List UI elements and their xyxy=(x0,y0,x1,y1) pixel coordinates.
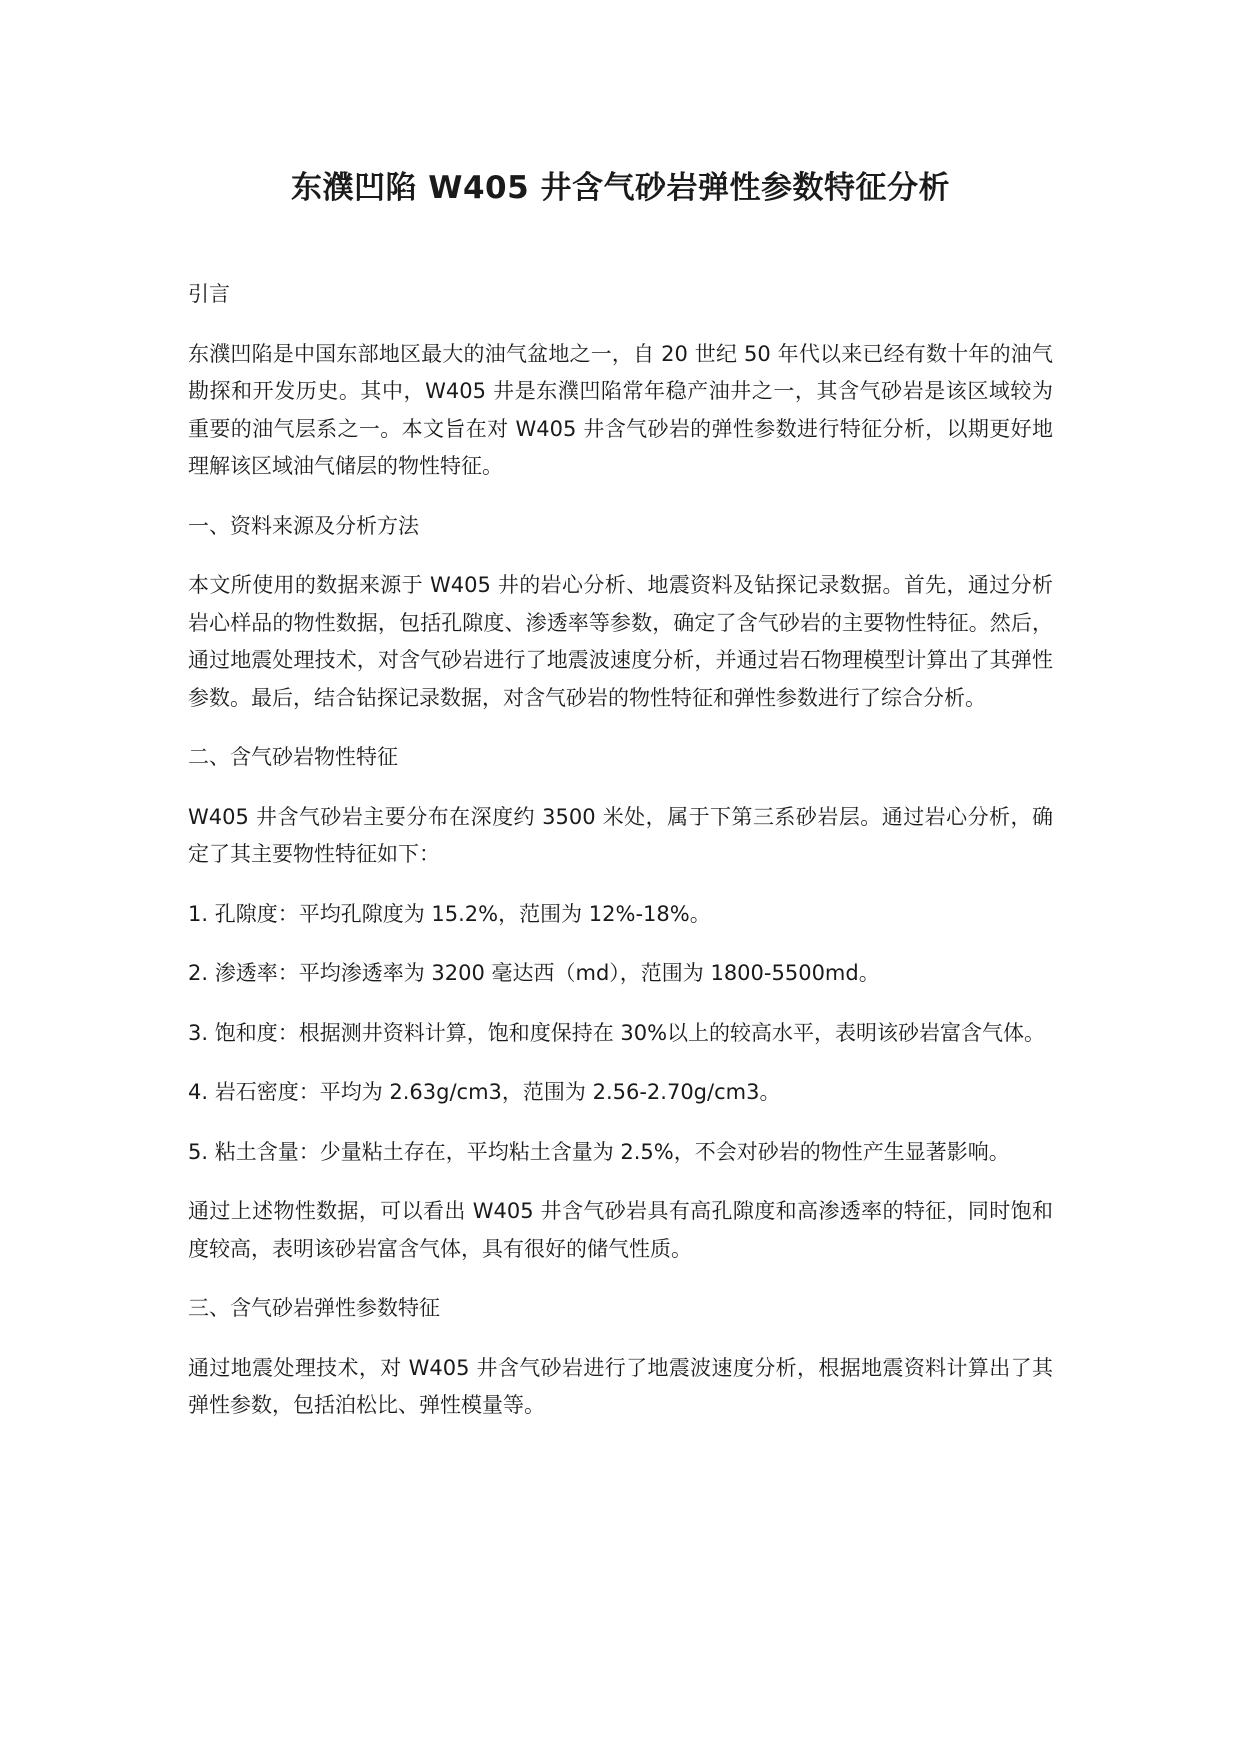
section-2-summary: 通过上述物性数据，可以看出 W405 井含气砂岩具有高孔隙度和高渗透率的特征，同时饱和度较高，表明该砂岩富含气体，具有很好的储气性质。 xyxy=(188,1199,1053,1261)
section-2-paragraph: W405 井含气砂岩主要分布在深度约 3500 米处，属于下第三系砂岩层。通过岩心分析，确定了其主要物性特征如下： xyxy=(188,804,1053,867)
intro-heading: 引言 xyxy=(188,282,230,307)
section-1-heading: 一、资料来源及分析方法 xyxy=(188,513,419,538)
list-item: 5. 粘土含量：少量粘土存在，平均粘土含量为 2.5%，不会对砂岩的物性产生显著影响。 xyxy=(188,1139,1010,1164)
list-item: 2. 渗透率：平均渗透率为 3200 毫达西（md），范围为 1800-5500md。 xyxy=(188,961,880,986)
section-3-heading: 三、含气砂岩弹性参数特征 xyxy=(188,1296,440,1321)
document-title: 东濮凹陷 W405 井含气砂岩弹性参数特征分析 xyxy=(291,170,950,206)
list-item: 3. 饱和度：根据测井资料计算，饱和度保持在 30%以上的较高水平，表明该砂岩富含气体。 xyxy=(188,1020,1046,1045)
list-item: 4. 岩石密度：平均为 2.63g/cm3，范围为 2.56-2.70g/cm3。 xyxy=(188,1080,781,1105)
list-item: 1. 孔隙度：平均孔隙度为 15.2%，范围为 12%-18%。 xyxy=(188,901,711,926)
section-2-heading: 二、含气砂岩物性特征 xyxy=(188,745,398,770)
section-1-paragraph: 本文所使用的数据来源于 W405 井的岩心分析、地震资料及钻探记录数据。首先，通过分析岩心样品的物性数据，包括孔隙度、渗透率等参数，确定了含气砂岩的主要物性特征。然后，通过地震处理技术，对含气砂岩进行了地震波速度分析，并通过岩石物理模型计算出了其弹性参数。最后，结合钻探记录数据，对含气砂岩的物性特征和弹性参数进行了综合分析。 xyxy=(188,573,1053,710)
section-3-paragraph: 通过地震处理技术，对 W405 井含气砂岩进行了地震波速度分析，根据地震资料计算出了其弹性参数，包括泊松比、弹性模量等。 xyxy=(188,1355,1053,1418)
intro-paragraph: 东濮凹陷是中国东部地区最大的油气盆地之一，自 20 世纪 50 年代以来已经有数十年的油气勘探和开发历史。其中，W405 井是东濮凹陷常年稳产油井之一，其含气砂岩是该区域较为重要的油气层系之一。本文旨在对 W405 井含气砂岩的弹性参数进行特征分析，以期更好地理解该区域油气储层的物性特征。 xyxy=(188,341,1053,479)
